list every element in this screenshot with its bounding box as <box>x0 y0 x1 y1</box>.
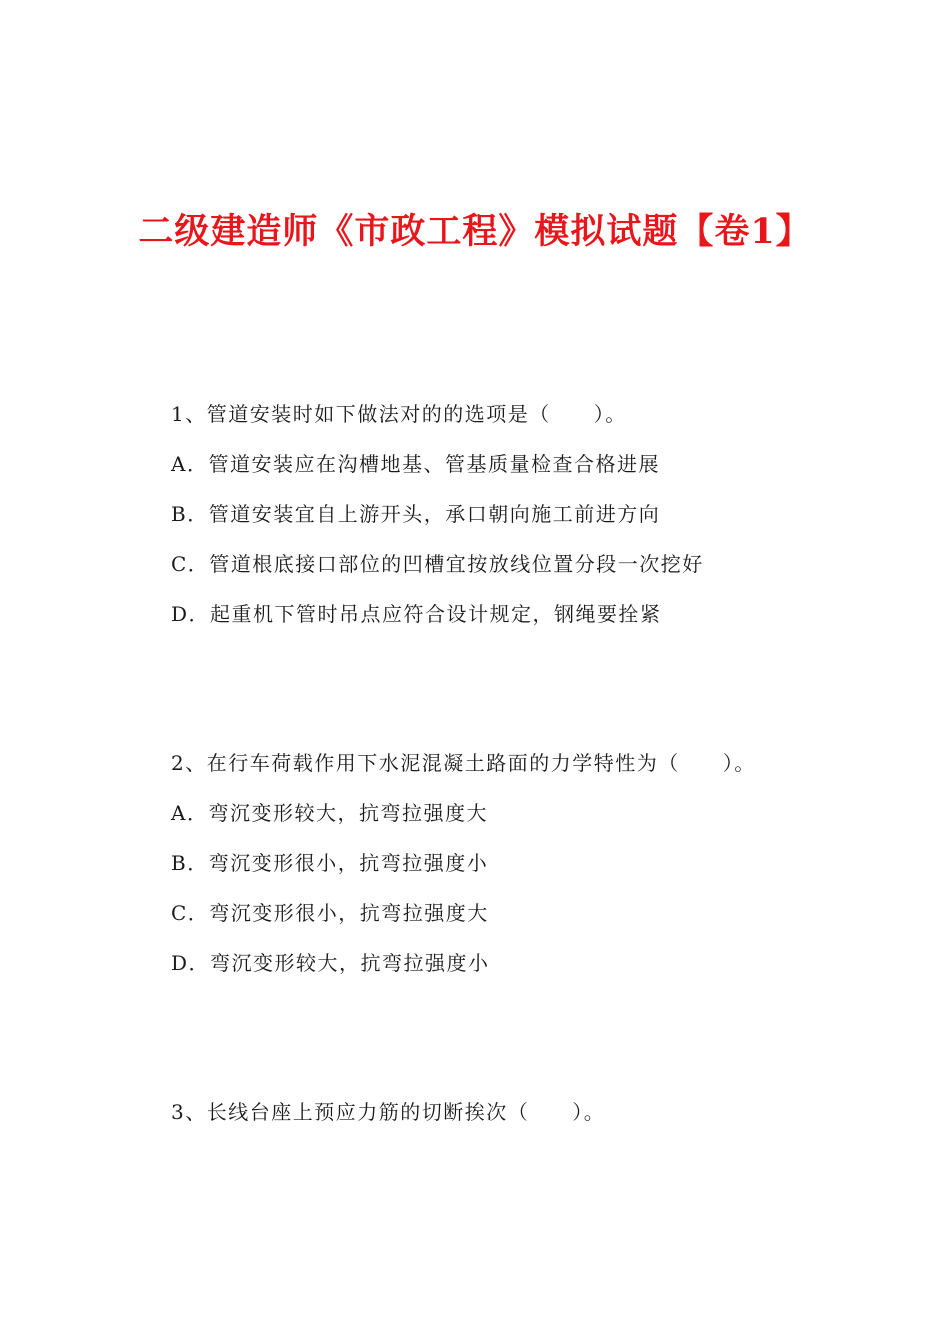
option-a: A．管道安装应在沟槽地基、管基质量检查合格进展 <box>171 452 660 476</box>
question-2 <box>171 738 756 988</box>
option-d: D．起重机下管时吊点应符合设计规定，钢绳要拴紧 <box>171 602 662 626</box>
option-b: B．管道安装宜自上游开头，承口朝向施工前进方向 <box>171 502 661 526</box>
option-b: B．弯沉变形很小，抗弯拉强度小 <box>171 851 489 875</box>
question-3 <box>171 1087 605 1137</box>
option-a: A．弯沉变形较大，抗弯拉强度大 <box>171 801 488 825</box>
option-c: C．管道根底接口部位的凹槽宜按放线位置分段一次挖好 <box>171 552 704 576</box>
question-1 <box>171 389 704 639</box>
option-d: D．弯沉变形较大，抗弯拉强度小 <box>171 951 490 975</box>
question-stem: 2、在行车荷载作用下水泥混凝土路面的力学特性为（ ）。 <box>171 751 756 775</box>
document-title: 二级建造师《市政工程》模拟试题【卷1】 <box>138 211 812 252</box>
question-stem: 1、管道安装时如下做法对的的选项是（ ）。 <box>171 402 627 426</box>
question-stem: 3、长线台座上预应力筋的切断挨次（ ）。 <box>171 1100 606 1124</box>
option-c: C．弯沉变形很小，抗弯拉强度大 <box>171 901 489 925</box>
